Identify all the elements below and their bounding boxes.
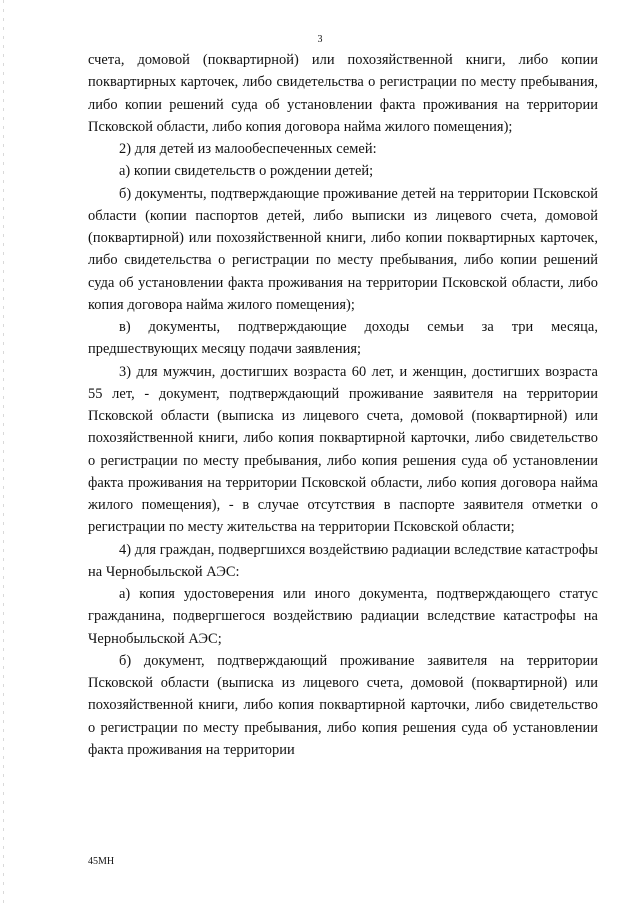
document-body: [88, 49, 598, 761]
paragraph-item-4a: а) копия удостоверения или иного документа, подтверждающего статус гражданина, подвергшегося воздействию радиации вследствие катастрофы на Чернобыльской АЭС;: [88, 586, 598, 647]
paragraph-continuation: счета, домовой (поквартирной) или похозяйственной книги, либо копии поквартирных карточек, либо свидетельства о регистрации по месту пребывания, либо копии решений суда об установлении факта проживания на территории Псковской области, либо копия договора найма жилого помещения);: [88, 52, 598, 135]
paragraph-item-2: 2) для детей из малообеспеченных семей:: [119, 141, 377, 157]
footer-document-code: 45МН: [88, 856, 115, 867]
paragraph-item-2v: в) документы, подтверждающие доходы семьи за три месяца, предшествующих месяцу подачи заявления;: [88, 319, 598, 358]
paragraph-item-2b: б) документы, подтверждающие проживание детей на территории Псковской области (копии паспортов детей, либо выписки из лицевого счета, домовой (поквартирной) или похозяйственной книги, либо копии поквартирных карточек, либо свидетельства о регистрации по месту пребывания, либо копии решений суда об установлении факта проживания на территории Псковской области, либо копия договора найма жилого помещения);: [88, 185, 598, 313]
page-number: 3: [317, 34, 323, 45]
scan-edge-line: [3, 0, 4, 905]
paragraph-item-2a: а) копии свидетельств о рождении детей;: [119, 163, 374, 180]
paragraph-item-4: 4) для граждан, подвергшихся воздействию радиации вследствие катастрофы на Чернобыльской АЭС:: [88, 541, 598, 580]
paragraph-item-4b: б) документ, подтверждающий проживание заявителя на территории Псковской области (выписка из лицевого счета, домовой (поквартирной) или похозяйственной книги, либо копия поквартирной карточки, либо свидетельство о регистрации по месту пребывания, либо копия решения суда об установлении факта проживания на территории: [88, 652, 598, 758]
paragraph-item-3: 3) для мужчин, достигших возраста 60 лет, и женщин, достигших возраста 55 лет, - документ, подтверждающий проживание заявителя на территории Псковской области (выписка из лицевого счета, домовой (поквартирной) или похозяйственной книги, либо копия поквартирной карточки, либо свидетельство о регистрации по месту пребывания, либо копия решения суда об установлении факта проживания на территории Псковской области, либо копия договора найма жилого помещения), - в случае отсутствия в паспорте заявителя отметки о регистрации по месту жительства на территории Псковской области;: [88, 363, 598, 536]
